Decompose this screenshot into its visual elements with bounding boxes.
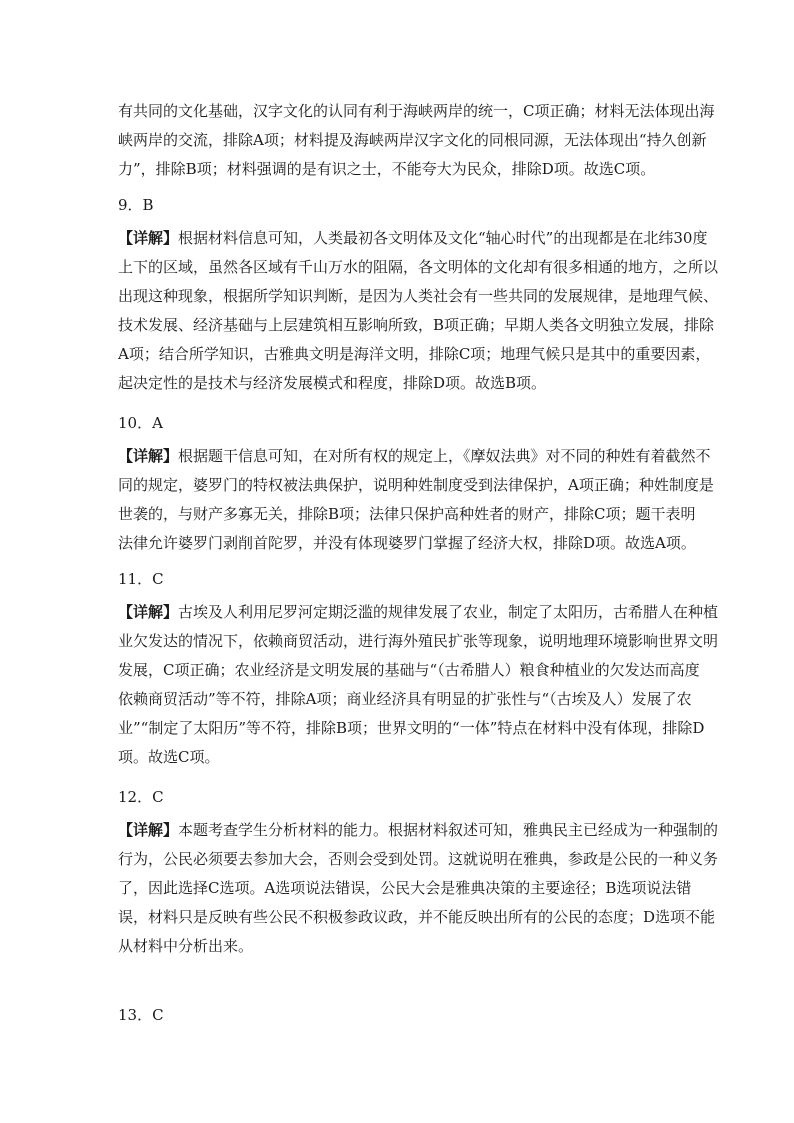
- q9-answer: 9．B: [118, 196, 154, 214]
- text-line: 世袭的，与财产多寡无关，排除B项；法律只保护高种姓者的财产，排除C项；题干表明: [118, 505, 696, 523]
- q8-explanation-continued: [118, 97, 715, 184]
- text-line-body: 根据题干信息可知，在对所有权的规定上，《摩奴法典》对不同的种姓有着截然不: [178, 447, 711, 465]
- text-line-body: 古埃及人利用尼罗河定期泛滥的规律发展了农业，制定了太阳历，古希腊人在种植: [178, 603, 719, 621]
- text-line: [118, 816, 719, 845]
- text-line: 同的规定，婆罗门的特权被法典保护，说明种姓制度受到法律保护，A项正确；种姓制度是: [118, 476, 714, 494]
- text-line: 力”，排除B项；材料强调的是有识之士，不能夸大为民众，排除D项。故选C项。: [118, 160, 656, 178]
- detail-tag: 【详解】: [118, 821, 179, 839]
- text-line: 起决定性的是技术与经济发展模式和程度，排除D项。故选B项。: [118, 374, 547, 392]
- q9-explanation: [118, 224, 719, 398]
- text-line: [118, 224, 708, 253]
- q10-explanation: [118, 442, 714, 558]
- text-line: [118, 442, 711, 471]
- q13-answer: 13．C: [118, 1006, 164, 1024]
- text-line: 出现这种现象，根据所学知识判断，是因为人类社会有一些共同的发展规律，是地理气候、: [118, 287, 719, 305]
- text-line-body: 本题考查学生分析材料的能力。根据材料叙述可知，雅典民主已经成为一种强制的: [178, 821, 719, 839]
- text-line: 峡两岸的交流，排除A项；材料提及海峡两岸汉字文化的同根同源，无法体现出“持久创新: [118, 131, 707, 149]
- text-line: 项。故选C项。: [118, 748, 220, 766]
- detail-tag: 【详解】: [118, 229, 179, 247]
- text-line: 法律允许婆罗门剥削首陀罗，并没有体现婆罗门掌握了经济大权，排除D项。故选A项。: [118, 534, 696, 552]
- text-line: 行为，公民必须要去参加大会，否则会受到处罚。这就说明在雅典，参政是公民的一种义务: [118, 850, 719, 868]
- text-line: 误，材料只是反映有些公民不积极参政议政，并不能反映出所有的公民的态度；D选项不能: [118, 908, 716, 926]
- text-line: 业”“制定了太阳历”等不符，排除B项；世界文明的“一体”特点在材料中没有体现，排除D: [118, 719, 705, 737]
- text-line: 发展，C项正确；农业经济是文明发展的基础与“（古希腊人）粮食种植业的欠发达而高度: [118, 661, 700, 679]
- text-line: [118, 598, 719, 627]
- detail-tag: 【详解】: [118, 603, 179, 621]
- q11-answer: 11．C: [118, 570, 164, 588]
- detail-tag: 【详解】: [118, 447, 179, 465]
- text-line: 上下的区域，虽然各区域有千山万水的阻隔，各文明体的文化却有很多相通的地方，之所以: [118, 258, 719, 276]
- text-line: 有共同的文化基础，汉字文化的认同有利于海峡两岸的统一，C项正确；材料无法体现出海: [118, 102, 715, 120]
- text-line: 了，因此选择C选项。A选项说法错误，公民大会是雅典决策的主要途径；B选项说法错: [118, 879, 692, 897]
- text-line: 依赖商贸活动”等不符，排除A项；商业经济具有明显的扩张性与“（古埃及人）发展了农: [118, 690, 692, 708]
- q11-explanation: [118, 598, 719, 772]
- text-line: 从材料中分析出来。: [118, 937, 254, 955]
- q12-explanation: [118, 816, 719, 961]
- q10-answer: 10．A: [118, 414, 163, 432]
- text-line: 业欠发达的情况下，依赖商贸活动，进行海外殖民扩张等现象，说明地理环境影响世界文明: [118, 632, 719, 650]
- text-line: 技术发展、经济基础与上层建筑相互影响所致，B项正确；早期人类各文明独立发展，排除: [118, 316, 715, 334]
- text-line-body: 根据材料信息可知，人类最初各文明体及文化“轴心时代”的出现都是在北纬30度: [178, 229, 708, 247]
- text-line: A项；结合所学知识，古雅典文明是海洋文明，排除C项；地理气候只是其中的重要因素，: [118, 345, 711, 363]
- q12-answer: 12．C: [118, 788, 164, 806]
